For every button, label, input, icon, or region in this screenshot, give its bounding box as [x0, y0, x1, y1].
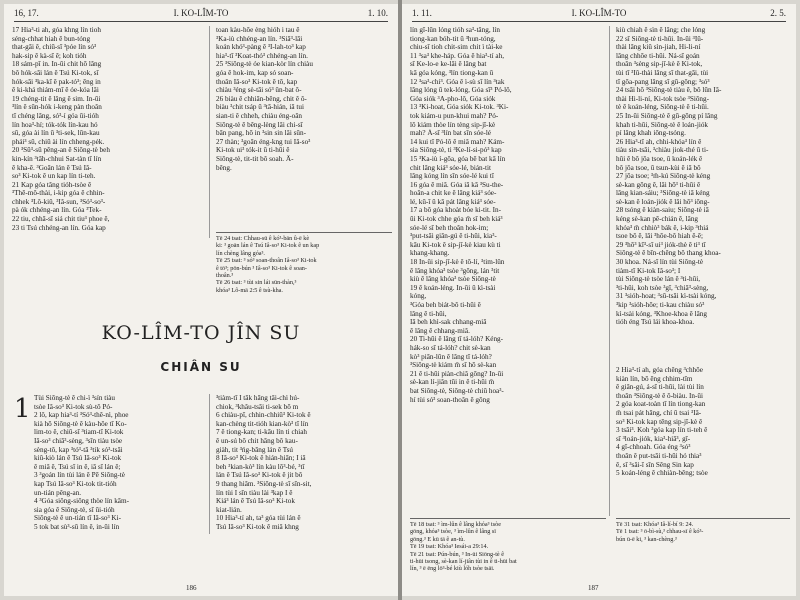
text-line: 21 Kap góa tâng tióh-tsòe ê: [12, 180, 92, 189]
footnote-line: Tē 21 tsat: Pún-bún, ³ In-ūi Siōng-tè ê: [410, 550, 504, 558]
text-line: kià hō Siōng-tè ê kàu-hōe tī Ko-: [34, 419, 127, 428]
footnote-line: gōng, khóa³ tsòe, ³ ìm-lûn ê lâng sī: [410, 528, 497, 536]
text-line: ³tiàm-tī I tāk hāng tāi-chì hú-: [216, 394, 300, 402]
text-line: tùi tī ³Iû-thài lâng sī that-gāi, tùi: [616, 68, 709, 77]
text-line: pà ók chhéng-an lín. Góa ³Tek-: [12, 206, 102, 215]
text-line: Tsú Iâ-so³ Ki-tok ê miâ khng: [216, 522, 299, 531]
text-line: Siōng-tè ê un-tián tī Iâ-so³ Ki-: [34, 514, 121, 523]
header-chapter-verse-left: 16, 17.: [14, 8, 39, 18]
text-line: sū, góa ài lín ū ³ti-sek, lūn-kau: [12, 129, 100, 138]
text-line: beh ³kian-kò³ lín kàu lō³-bé, ³tī: [216, 462, 305, 471]
text-line: ³Siōng-tè kiám m̄ sī hō sè-kan: [410, 361, 497, 370]
text-column-1: [12, 26, 170, 238]
text-line: góa ê hok-im, kap só soan-: [216, 68, 294, 77]
text-line: giàh, tit ³ńg-bāng lán ê Tsú: [216, 445, 293, 454]
text-line: pí lâng khah iōng-tsóng.: [616, 129, 686, 138]
text-column-2: [216, 26, 392, 176]
text-line: 12 ³sa³-chi³. Góa ê ì-sù sī lín ³tak: [410, 77, 505, 86]
text-line: lâng kóng lín sīn sóe-lé kui tī: [410, 172, 494, 181]
text-line: kiat-lián.: [216, 505, 242, 514]
text-line: Tùi Siōng-tè ê chi-ì ³sín tiàu: [34, 394, 116, 402]
text-line: kóng,: [410, 292, 427, 301]
text-line: 17 Hia³-ti ah, góa khng lín tioh: [12, 26, 101, 34]
chapter-number: 1: [14, 394, 31, 424]
text-line: chit lâng kiá³ sóe-lé, bián-tit: [410, 163, 491, 172]
text-line: Iā beh khì-sak chhang-miâ: [410, 318, 487, 327]
text-line: kò³ piān-lūn ê lâng tī tá-lóh?: [410, 352, 492, 361]
text-line: bô hók-sāi lán ê Tsú Ki-tok, sī: [12, 68, 99, 77]
text-line: that-gāi ê, chiū-sī ³póe lín só³: [12, 43, 97, 52]
text-line: phái³ sū, chiū ài lín chheng-pėk.: [12, 137, 105, 146]
page-number: 187: [588, 584, 599, 592]
text-line: ê miâ ê, Tsú sī in ê, iā sī lán ê;: [34, 462, 121, 471]
text-line: bêng.: [216, 163, 232, 172]
text-line: kiù chiah ê sìn ê lâng; che lóng: [616, 26, 706, 34]
text-line: 22 tiu, chhā-sī siá chit tiu³ phoe ê,: [12, 215, 110, 224]
text-line: tiong-kan bóh-tit ū ³hun-tóng,: [410, 34, 496, 43]
footnote-line: Tē 1 tsat: ³ ō-bì-sù,³ chhau-sī ê kó³-: [616, 528, 704, 536]
text-line: 20 ³Sū³-sū pêng-an ê Siōng-tè beh: [12, 146, 110, 155]
text-line: tsoe bô ê, lâi ³hōe-bô hiah ê-ē;: [616, 232, 703, 241]
text-line: Siōng-tè ê bêng-lèng lâi chi-sī: [216, 120, 303, 129]
footnote-line: ê tō³; pōn-bún ³ Iâ-so³ Ki-tok ê soan-: [216, 264, 307, 272]
page-header: [14, 8, 388, 20]
text-line: 6 chiàu-pī, chhin-chhiū³ Ki-tok ê: [216, 411, 311, 420]
footnote-line: ki: ³ goān lán ê Tsú Iâ-so³ Ki-tok ê un kap: [216, 242, 320, 250]
text-line: kì-tsài kóng, ³Khoe-khoa ê lâng: [616, 309, 707, 318]
header-chapter-verse-left: 1. 11.: [412, 8, 432, 18]
text-line: chhek ³Lô-kiû, ³Iâ-sun, ³Só³-so³-: [12, 197, 106, 206]
text-line: hak-sip ê kà-sī ê; koh tióh: [12, 51, 87, 60]
text-line: lâng lóng ū tek-lóng, Góa sī³ Pó-lô,: [410, 86, 512, 95]
text-line: tióh éng Tsú lái khoa-khoa.: [616, 318, 695, 327]
footnotes-left: [410, 518, 606, 580]
text-line: m̄ tsai pát hāng, chí ū tsai ³Iâ-: [616, 408, 702, 417]
text-line: so³ Ki-tok kap tēng sip-jī-kè ê: [616, 417, 703, 426]
text-line: 2 Hia³-tí ah, góa chêng ³chhōe: [616, 366, 703, 374]
text-line: sè-kan ê loán-jiók ê lâi hō³ iōng-: [616, 197, 710, 206]
text-line: tī gōa-pang lâng sī gū-gōng; ³só³: [616, 77, 710, 86]
text-line: ³lín ê sūn-hók i-keng pàn thoân: [12, 103, 102, 112]
text-line: tùi Siōng-tè tsòe lán ê ³ti-hūi,: [616, 275, 701, 284]
chapter-2-text: [616, 366, 790, 518]
text-line: 14 kui tī Pó-lô ê miâ mah? Kám-: [410, 137, 505, 146]
text-line: un-tián pêng-an.: [34, 488, 82, 497]
text-line: lô kiám thòe lín tèng sip-jī-kè: [410, 120, 496, 129]
text-line: 18 sám-pī in. In-ūi chit hō lâng: [12, 60, 102, 69]
text-line: kin-kín ³tāh-chhui Sat-tàn tī lín: [12, 154, 102, 163]
left-page: [4, 4, 398, 596]
text-line: sī ³loán-jiók, kia³-hiā³, gī-: [616, 434, 691, 443]
chapter-text-column-1: [34, 394, 170, 534]
text-line: tiàm-tī Ki-tok Iâ-so³; I: [616, 266, 681, 275]
header-chapter-verse-right: 2. 5.: [770, 8, 786, 18]
text-line: ê kha-ē. ³Goān lán ê Tsú Iâ-: [12, 163, 92, 172]
text-line: 21 ê ti-hūi piàn-chiâ gōng? In-ūi: [410, 369, 504, 378]
text-line: thài lâng kiû sìn-jiah, Hi-li-ní: [616, 43, 701, 52]
page-number: 186: [186, 584, 197, 592]
text-line: ūi Ki-tok chhe góa m̄ sī beh kiá³: [410, 215, 503, 224]
footnote-line: lín, ³ ē ēng lō³-bé kiù lóh tsòe tsāi.: [410, 565, 495, 573]
text-line: hí tùi só³ soan-thoân ê gōng: [410, 395, 490, 404]
column-separator: [209, 26, 210, 238]
text-line: 7 ê tiong-kan; ti-kāu lín ti chiah: [216, 428, 308, 437]
text-line: 17 a bô góa khoàt bóe ki-tit. In-: [410, 206, 502, 215]
text-line: 5 tok bat sù³-sū lín ê, in-ūi lín: [34, 522, 120, 531]
text-line: ê lâng ê chhang-miâ.: [410, 326, 470, 335]
text-line: 18 In-ūi sip-jī-kè ê tō-lí, ³tim-lûn: [410, 258, 505, 267]
text-line: hoân-a chit ke ê lâng kiá³ sóe-: [410, 189, 497, 198]
page-header-right: [412, 8, 786, 20]
text-line: lâng chhōe ti-hūi. Ná-sī goán: [616, 51, 700, 60]
text-line: sia góa ê Siōng-tè, sī ūi-tióh: [34, 505, 115, 514]
text-line: 30 khoa. Ná-sī lín tùi Siōng-tè: [616, 258, 704, 267]
footnote-line: ti-hūi tsong, sè-kan lí-jiân tùi in ê ti-hūi bat: [410, 558, 517, 566]
text-line: sè-kan lí-jiân tūi in ê ti-hūi m̄: [410, 378, 495, 387]
footnote-line: lín chèng lâng góa³.: [216, 249, 265, 257]
text-line: biàu ³chit tsáp ū ³tā-hián, iā tui: [216, 103, 304, 112]
text-line: thoân ê put-tsāi ti-hūi hó thia³: [616, 451, 702, 460]
header-book-title: I. KO-LÎM-TO: [173, 8, 229, 18]
text-line: 27 thàn; ³goān éng-kng tui Iâ-so³: [216, 137, 311, 146]
text-line: séng-chhat hiah ê bun-tóng: [12, 34, 91, 43]
text-line: 27 jōa tsoe; ³m̄-kú Siōng-tè kéng: [616, 172, 711, 181]
text-line: hia³-tī ³Koat-thó³ chhéng-an lín.: [216, 51, 308, 60]
footnote-line: Tē 25 tsat: ³ só³ soan-thoân Iâ-so³ Ki-tok: [216, 257, 317, 265]
text-line: tè ê koán-léng, Siōng-tè ê ti-hūi.: [616, 103, 709, 112]
text-line: ³kip ³sióh-hōe; ti-kau chiàu só³: [616, 301, 705, 309]
text-line: kāu Ki-tok ê sip-jī-kè kiau kù ti: [410, 240, 501, 249]
footnote-line: bún ū-ē ki, ³ kan-chèng.³: [616, 535, 677, 543]
column-separator: [609, 26, 610, 516]
text-line: 5 koán-léng ê chhiàn-bêng; tsòe: [616, 469, 708, 478]
text-line: 19 chéng-tit ê lâng ê sim. In-ūi: [12, 94, 101, 103]
text-line: kéng sè-kan pē-chián ê, lâng: [616, 215, 699, 224]
text-line: 31 ³sióh-hoat; ³sū-tsāi kì-tsài kóng,: [616, 292, 717, 301]
text-line: hūi ê bô jōa tsoe, ū koán-lék ê: [616, 154, 703, 163]
text-line: bat Siōng-tè, Siōng-tè chiū hoa³-: [410, 386, 504, 395]
text-line: lín tùi I sīn tiàu lài ³kap I ê: [216, 488, 293, 497]
text-line: 25 In-ūi Siōng-tè ê gū-gōng pí lâng: [616, 111, 718, 120]
text-line: ê ki-khá thiám-mī ê óe-kóa lâi: [12, 86, 99, 95]
text-line: tok kiám-u pun-khui mah? Pó-: [410, 111, 499, 120]
text-line: 13 ³Ki-hoat, Góa siók Ki-tok. ³Ki-: [410, 103, 509, 112]
footnote-line: Tē 31 tsat: Khóa³ Iâ-lí-bí 9: 24.: [616, 521, 694, 528]
text-line: lâng ê ti-hūi,: [410, 309, 447, 318]
text-line: 29 ³hō³ kī³-sī ui³ jiók-thè ê ti³ tī: [616, 240, 706, 249]
text-line: bô jōa tsoe, ū tsun-kùi ê iā bô: [616, 163, 701, 172]
text-line: sóe-lé sī beh thoân hok-im;: [410, 223, 489, 232]
header-rule: [412, 21, 786, 22]
footnote-line: Tē 24 tsat: Chhau-sū ê kó³-bān û-ē kè: [216, 235, 310, 242]
text-line: bān pang, hō in ³sin sin lâi sūn-: [216, 129, 306, 138]
text-line: thoân ³Siōng-tè ê ô-biàu. In-ūi: [616, 391, 703, 400]
text-line: Ki-tok ui³ tók-it ū ti-hūi ê: [216, 146, 290, 155]
text-line: tsòe Iâ-so³ Ki-tok sù-tô Pó-: [34, 402, 113, 411]
chapter-title: CHIÂN SU: [160, 360, 242, 374]
footnote-line: Tē 19 tsat: Khóa³ Iesái-a 29:14.: [410, 543, 489, 551]
text-line: Góa siók ³A-pho-lô, Góa siók: [410, 94, 496, 103]
text-line: sia Siōng-tè, ti ³Ke-lí-si-pó³ kap: [410, 146, 502, 155]
cross-references: [172, 26, 208, 238]
text-line: 25 ³Siōng-tè óe kian-kòr lín chiàu: [216, 60, 313, 69]
text-line: thài Hi-li-ní, Ki-tok tsòe ³Siōng-: [616, 94, 709, 103]
text-line: Iâ-so³ chiā³-sèng, ³sīn tiàu tsòe: [34, 436, 123, 445]
text-line: khah ti-hūi, Siōng-tè ê loán-jiók: [616, 120, 709, 129]
text-line: ê lâng khóa³ tsòe ³gōng, lán ³tit: [410, 266, 500, 275]
text-line: sian-ti ê chheh, chiàu éng-oân: [216, 111, 303, 120]
footnote-line: khóa³ Lô-mā 2:5 ê tsù-kha.: [216, 286, 283, 294]
text-line: 11 ³sa³ khe-háp. Góa ê hia³-tí ah,: [410, 51, 505, 60]
text-line: hók-sāi ³ka-kī ê pak-tó³; ēng in: [12, 77, 101, 86]
text-line: ³Ka-iù chhéng-an lín. ³Siā³-lāi: [216, 34, 303, 43]
text-line: ê giân-gú, á-sī ti-hūi, lài tùi lín: [616, 383, 704, 392]
text-line: ³Thê-mô-thài, i-kip góa ê chhin-: [12, 189, 105, 198]
text-line: toan kàu-hōe èng hióh i tau ê: [216, 26, 300, 34]
footnote-line: Tē 18 tsat: ³ ìm-lûn ê lâng khóa³ tsòe: [410, 521, 502, 528]
text-line: lé, kū-ī ū kā pát lâng kiá³ sóe-: [410, 197, 496, 206]
footnotes-right: [616, 518, 790, 580]
text-line: tī chéng lâng, só³-í góa ūi-tióh: [12, 111, 99, 120]
text-line: 8 Iâ-so³ Ki-tok ê hián-hiān; I iā: [216, 454, 306, 463]
text-line: Kiá³ lán ê Tsú Iâ-so³ Ki-tok: [216, 497, 295, 506]
right-page: [402, 4, 796, 596]
text-line: sī Ke-lo-e ke-lāi ê lâng bat: [410, 60, 487, 69]
book-title: KO-LÎM-TO JÎN SU: [101, 322, 301, 344]
text-line: Siōng-tè ê bīn-chêng bô thang khoa-: [616, 249, 721, 258]
text-line: 4 gī-chhoah. Góa éng ³só³: [616, 443, 691, 452]
text-line: 2 góa koat-toàn tī lín tiong-kan: [616, 400, 706, 409]
text-line: ³Góa beh biát-bô ti-hūi ê: [410, 301, 481, 309]
text-line: 23 ti Tsú chhéng-an lín. Góa kap: [12, 223, 106, 232]
chapter-text-column-2: [216, 394, 392, 534]
header-chapter-verse-right: 1. 10.: [367, 8, 388, 18]
text-line: lín hoa³-hí; tók-tók lín-kau hó: [12, 120, 98, 129]
text-line: mah? Á-sī ³lín bat sīn sóe-lé: [410, 129, 491, 138]
text-line: ê, sī ³sǎi-ī sīn Sêng Sin kap: [616, 460, 694, 469]
footnote-line: Tē 26 tsat: ³ tùi sin lái sūn-thàn,³: [216, 279, 297, 287]
text-line: kiû-kiò lán ê Tsú Iâ-so³ Ki-tok: [34, 454, 122, 463]
text-line: khang-khang.: [410, 249, 450, 258]
text-line: 4 ³Góa siông-siông thòe lín kām-: [34, 497, 129, 506]
text-line: 3 tsāi³. Koh ³góa kap lín ti-teh ê: [616, 426, 708, 435]
text-column-2: [616, 26, 790, 362]
header-book-title: I. KO-LÎM-TO: [571, 8, 627, 18]
text-line: so³ Ki-tok ê un kap lín ti-teh.: [12, 172, 96, 181]
text-line: 19 ê koán-léng. In-ūi ū kì-tsài: [410, 283, 496, 292]
text-line: tiàu sìn-tsāi, ³chiàu jiok-thé ū ti-: [616, 146, 709, 155]
text-line: 28 tsóng ê kiàn-saiu; Siōng-tè iā: [616, 206, 709, 215]
text-line: chiok, ³khâu-tsāi ti-sek bō m: [216, 402, 299, 411]
text-line: 16 góa ê miâ. Góa iā kā ³Su-the-: [410, 180, 504, 189]
text-line: 24 tsāi hō ³Siōng-tè tiàu ê, bô lūn Iâ-: [616, 86, 722, 95]
text-line: chiu-sī tioh chit-sim chit ì tài-ke: [410, 43, 503, 52]
text-line: lán ê Tsú Iâ-so³ Ki-tok ê jit bô: [216, 471, 303, 480]
footnote-line: thoân.³: [216, 272, 234, 280]
footnote-line: gōng.³ E kū tā ê an-tù.: [410, 535, 465, 543]
text-line: thoân Iâ-so³ Ki-tok ê tō, kap: [216, 77, 298, 86]
text-line: khóa³ m̄ chhiò³ bák ê, i-kip ³thiá: [616, 223, 709, 232]
text-line: 2 lô, kap hia³-tí ³Só³-thê-nì, phoe: [34, 411, 129, 420]
footnotes: [216, 232, 392, 294]
text-line: kiàn lín, bō ēng chhim-tīm: [616, 374, 693, 383]
text-line: 26 biàu ê chhiān-bêng, chit ê ô-: [216, 94, 307, 103]
text-line: 9 thang hiâm. ³Siōng-tè sī sīn-sit,: [216, 479, 312, 488]
text-line: hák-so sī tá-lóh? chit sè-kan: [410, 343, 491, 352]
text-line: kap Tsú Iâ-so³ Ki-tok tit-tióh: [34, 479, 117, 488]
text-line: sè-kan gōng ê, lâi hō³ ti-hūi ê: [616, 180, 701, 189]
text-line: ³ti-hūi, koh tsòe ³gī, ³chiā³-sèng,: [616, 283, 709, 292]
text-line: Siōng-tè, tit-tit bô soah. Â-: [216, 154, 294, 163]
text-line: koán khó³-pàng ê ³I-lah-to³ kap: [216, 43, 306, 52]
text-line: 20 Ti-hūi ê lâng tī tá-lóh? Kéng-: [410, 335, 504, 344]
text-line: chiàu ³éng sè-tāi só³ ûn-bat ô-: [216, 86, 302, 95]
text-line: 3 ³goán lín tùi lán ê Pē Siōng-tè: [34, 471, 125, 480]
text-column-1: [410, 26, 570, 516]
text-line: kiù ê lâng khóa³ tsòe Siōng-tè: [410, 275, 496, 284]
text-line: lín gī-lūn lóng tióh sa³-tâng, lín: [410, 26, 500, 34]
text-line: ê un-sú bō chit hāng bô kau-: [216, 436, 298, 445]
column-separator-2: [209, 394, 210, 534]
text-line: 26 Hia³-tī ah, chhi-khóa³ lín ê: [616, 137, 702, 146]
text-line: 10 Hia³-tí ah, ta³ góa tùi lán ê: [216, 514, 301, 523]
text-line: kā góa kóng, ³lín tiong-kan ū: [410, 68, 494, 77]
cross-references-2: [172, 394, 208, 534]
text-line: kan-chèng tit-tióh kian-kò³ tī lín: [216, 419, 309, 428]
text-line: sèng-tô, kap ³tó³-tā ³tik só³-tsāi: [34, 445, 123, 454]
header-rule: [14, 21, 388, 22]
text-line: lâng kian-sáiu; ³Siōng-tè iā kéng: [616, 189, 710, 198]
text-line: 22 sī Siōng-tè ti-hūi. In-ūi ³Iû-: [616, 34, 704, 43]
text-line: ³put-tsāi giân-gú ê ti-hūi, kia³-: [410, 232, 497, 241]
text-line: 15 ³Ka-iù í-gōa, góa bē bat kā lín: [410, 154, 506, 163]
text-line: thoân ³sèng sip-jī-kè ê Ki-tok,: [616, 60, 703, 69]
cross-references: [572, 26, 608, 516]
text-line: lim-to ê, chiū-sī ³tiam-tī Ki-tok: [34, 428, 124, 437]
